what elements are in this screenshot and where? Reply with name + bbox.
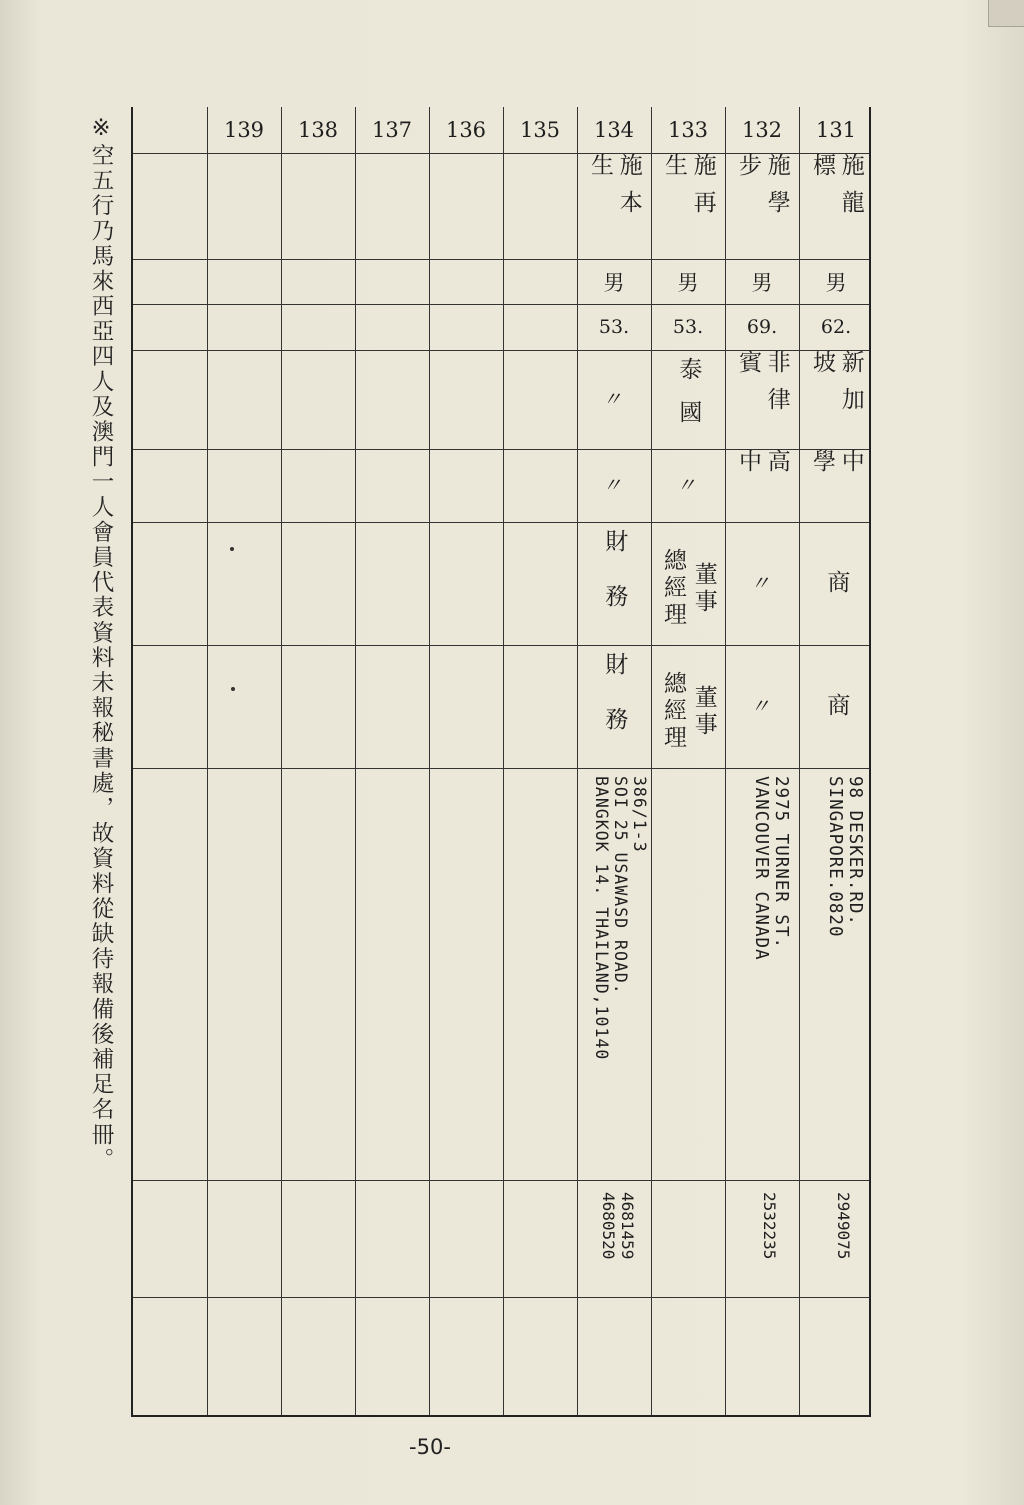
member-address	[799, 768, 873, 1180]
phone-number: 2532235	[760, 1192, 779, 1260]
ditto-mark: 〃	[750, 694, 774, 718]
member-age: 53.	[672, 316, 704, 338]
address-line: 2975 TURNER ST.	[771, 776, 791, 950]
occupation-part: 董事	[690, 561, 717, 616]
phone-number: 4681459	[618, 1192, 637, 1260]
row-number: 131	[815, 118, 857, 142]
stray-dot	[231, 687, 235, 691]
empty-row-number: 135	[519, 118, 561, 142]
address-line: SINGAPORE.0820	[825, 776, 845, 938]
member-education: 中學	[809, 449, 864, 486]
member-education	[651, 449, 725, 522]
member-phone	[799, 1180, 873, 1297]
member-origin: 新加坡	[809, 350, 864, 424]
stray-dot	[230, 547, 234, 551]
member-occupation	[725, 522, 799, 645]
empty-row-number: 139	[223, 118, 265, 142]
member-origin	[577, 350, 651, 449]
member-address	[725, 768, 799, 1180]
member-occupation: 財務	[601, 528, 628, 639]
ditto-mark: 〃	[676, 473, 700, 497]
footnote: ※空五行乃馬來西亞四人及澳門一人會員代表資料未報秘書處，故資料從缺待報備後補足名冊。	[88, 115, 114, 1173]
member-origin: 非律賓	[735, 350, 790, 424]
empty-row-number: 137	[371, 118, 413, 142]
member-age: 69.	[746, 316, 778, 338]
member-education: 高中	[735, 449, 790, 486]
field-divider	[133, 1297, 869, 1298]
member-sex: 男	[603, 270, 625, 295]
member-sex: 男	[677, 270, 699, 295]
member-position: 商	[823, 693, 850, 720]
empty-row-number: 136	[445, 118, 487, 142]
member-name: 施學步	[735, 153, 790, 227]
ditto-mark: 〃	[750, 571, 774, 595]
row-number: 133	[667, 118, 709, 142]
member-position: 財務	[601, 651, 628, 762]
member-education	[577, 449, 651, 522]
ditto-mark: 〃	[602, 387, 626, 411]
member-register-table	[131, 107, 871, 1417]
position-part: 總經理	[660, 671, 686, 752]
page-number: -50-	[409, 1435, 451, 1459]
member-occupation: 商	[823, 570, 850, 597]
member-occupation	[651, 522, 725, 645]
address-line: VANCOUVER CANADA	[751, 776, 771, 961]
occupation-part: 總經理	[660, 548, 686, 629]
member-position	[725, 645, 799, 768]
member-name: 施本生	[587, 153, 642, 227]
phone-number: 4680520	[599, 1192, 618, 1260]
member-name: 施再生	[661, 153, 716, 227]
member-name: 施龍標	[809, 153, 864, 227]
member-phone	[577, 1180, 651, 1297]
phone-number: 2949075	[834, 1192, 853, 1260]
address-line: SOI 25 USAWASD ROAD.	[611, 776, 630, 995]
row-number: 132	[741, 118, 783, 142]
member-age: 62.	[820, 316, 852, 338]
member-origin: 泰國	[675, 356, 702, 443]
member-sex: 男	[825, 270, 847, 295]
address-line: BANGKOK 14. THAILAND,10140	[592, 776, 611, 1061]
empty-row-number: 138	[297, 118, 339, 142]
member-age: 53.	[598, 316, 630, 338]
member-phone	[725, 1180, 799, 1297]
member-position	[651, 645, 725, 768]
position-part: 董事	[690, 684, 717, 739]
row-number: 134	[593, 118, 635, 142]
corner-tape	[988, 0, 1024, 27]
ditto-mark: 〃	[602, 473, 626, 497]
address-line: 98 DESKER.RD.	[845, 776, 865, 926]
address-line: 386/1-3	[630, 776, 649, 853]
member-sex: 男	[751, 270, 773, 295]
member-address	[577, 768, 651, 1180]
